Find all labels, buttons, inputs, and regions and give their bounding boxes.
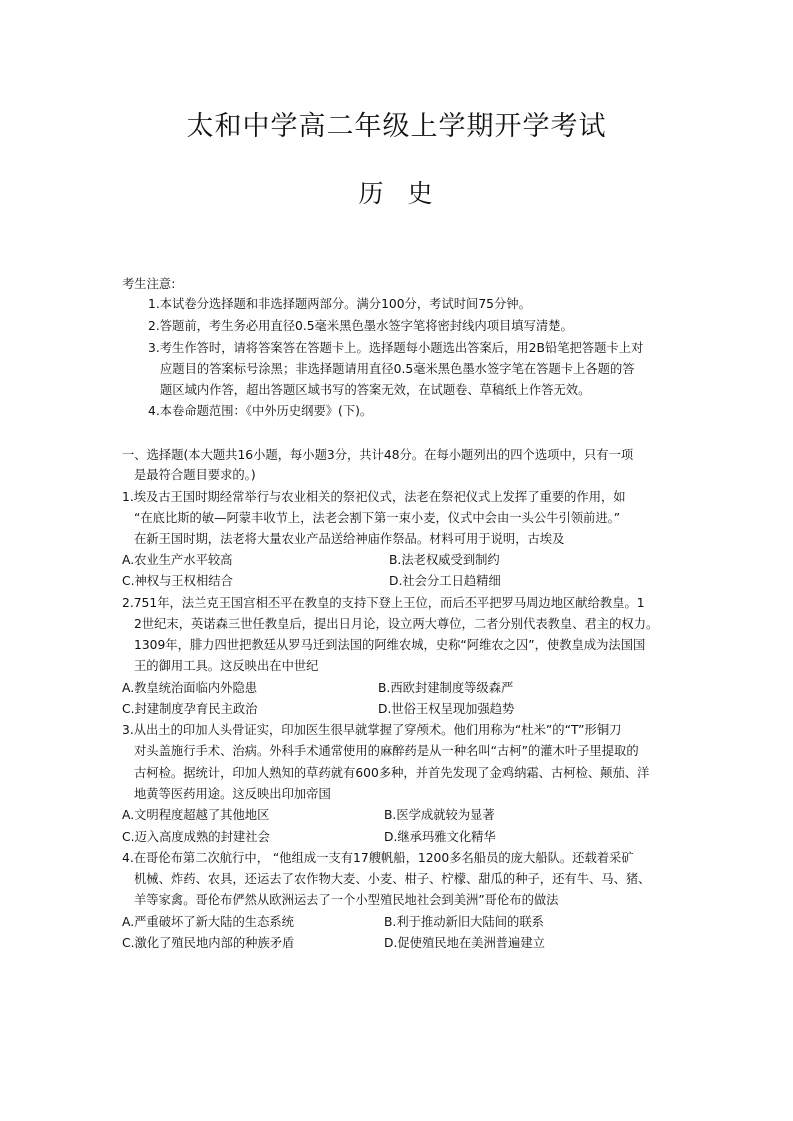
question-4-option-d[interactable]: D.促使殖民地在美洲普遍建立	[384, 936, 545, 950]
subject-title	[0, 174, 793, 210]
section-heading-cont: 是最符合题目要求的。)	[134, 468, 256, 482]
notice-item: 3.考生作答时，请将答案答在答题卡上。选择题每小题选出答案后，用2B铅笔把答题卡上对	[148, 341, 644, 355]
notice-item: 2.答题前，考生务必用直径0.5毫米黑色墨水签字笔将密封线内项目填写清楚。	[148, 319, 573, 333]
question-4-option-b[interactable]: B.利于推动新旧大陆间的联系	[384, 915, 544, 929]
notice-item: 4.本卷命题范围：《中外历史纲要》(下)。	[148, 404, 373, 418]
question-2-option-b[interactable]: B.西欧封建制度等级森严	[378, 681, 514, 695]
question-2-option-c[interactable]: C.封建制度孕育民主政治	[122, 702, 258, 716]
question-3-line: 地黄等医药用途。这反映出印加帝国	[134, 787, 331, 801]
question-2-line: 2.751年，法兰克王国宫相丕平在教皇的支持下登上王位，而后丕平把罗马周边地区献给教皇。1	[122, 596, 645, 610]
subject-char-1: 历	[358, 179, 386, 208]
notice-heading: 考生注意:	[122, 277, 176, 291]
exam-title: 太和中学高二年级上学期开学考试	[186, 111, 607, 142]
notice-item: 应题目的答案标号涂黑；非选择题请用直径0.5毫米黑色墨水签字笔在答题卡上各题的答	[160, 362, 635, 376]
question-3-option-c[interactable]: C.迈入高度成熟的封建社会	[122, 830, 270, 844]
question-4-line: 机械、炸药、农具，还运去了农作物大麦、小麦、柑子、柠檬、甜瓜的种子，还有牛、马、猪、	[134, 872, 651, 886]
subject-char-2: 史	[407, 179, 435, 208]
question-3-line: 3.从出土的印加人头骨证实，印加医生很早就掌握了穿颅术。他们用称为“杜米”的“T”形铜刀	[122, 723, 622, 737]
question-2-option-a[interactable]: A.教皇统治面临内外隐患	[122, 681, 258, 695]
question-1-line: 在新王国时期，法老将大量农业产品送给神庙作祭品。材料可用于说明，古埃及	[134, 532, 565, 546]
question-3-line: 古柯检。据统计，印加人熟知的草药就有600多种，并首先发现了金鸡纳霜、古柯检、颠茄、洋	[134, 766, 650, 780]
question-3-option-a[interactable]: A.文明程度超越了其他地区	[122, 808, 270, 822]
question-4-option-c[interactable]: C.激化了殖民地内部的种族矛盾	[122, 936, 295, 950]
question-1-line: “在底比斯的敏—阿蒙丰收节上，法老会割下第一束小麦，仪式中会由一头公牛引领前进。”	[134, 511, 621, 525]
question-4-line: 羊等家禽。哥伦布俨然从欧洲运去了一个小型殖民地社会到美洲”哥伦布的做法	[134, 893, 559, 907]
notice-item: 题区域内作答，超出答题区域书写的答案无效，在试题卷、草稿纸上作答无效。	[160, 383, 591, 397]
question-4-line: 4.在哥伦布第二次航行中， “他组成一支有17艘帆船，1200多名船员的庞大船队。还载着采矿	[122, 851, 634, 865]
question-1-option-d[interactable]: D.社会分工日趋精细	[389, 574, 501, 588]
question-4-option-a[interactable]: A.严重破坏了新大陆的生态系统	[122, 915, 294, 929]
question-3-option-d[interactable]: D.继承玛雅文化精华	[384, 830, 496, 844]
question-1-line: 1.埃及古王国时期经常举行与农业相关的祭祀仪式，法老在祭祀仪式上发挥了重要的作用，如	[122, 490, 626, 504]
question-2-line: 2世纪末，英诺森三世任教皇后，提出日月论，设立两大尊位，二者分别代表教皇、君主的权力。	[134, 617, 659, 631]
question-2-option-d[interactable]: D.世俗王权呈现加强趋势	[378, 702, 515, 716]
question-1-option-a[interactable]: A.农业生产水平较高	[122, 553, 233, 567]
section-heading: 一、选择题(本大题共16小题，每小题3分，共计48分。在每小题列出的四个选项中，只有一项	[122, 448, 634, 462]
question-1-option-b[interactable]: B.法老权威受到制约	[389, 553, 500, 567]
question-3-option-b[interactable]: B.医学成就较为显著	[384, 808, 495, 822]
question-3-line: 对头盖施行手术、治病。外科手术通常使用的麻醉药是从一种名叫“古柯”的灌木叶子里提取的	[134, 744, 639, 758]
notice-item: 1.本试卷分选择题和非选择题两部分。满分100分，考试时间75分钟。	[148, 297, 531, 311]
question-2-line: 1309年，腓力四世把教廷从罗马迁到法国的阿维农城，史称“阿维农之囚”，使教皇成为法国国	[134, 638, 646, 652]
question-2-line: 王的御用工具。这反映出在中世纪	[134, 659, 319, 673]
question-1-option-c[interactable]: C.神权与王权相结合	[122, 574, 233, 588]
